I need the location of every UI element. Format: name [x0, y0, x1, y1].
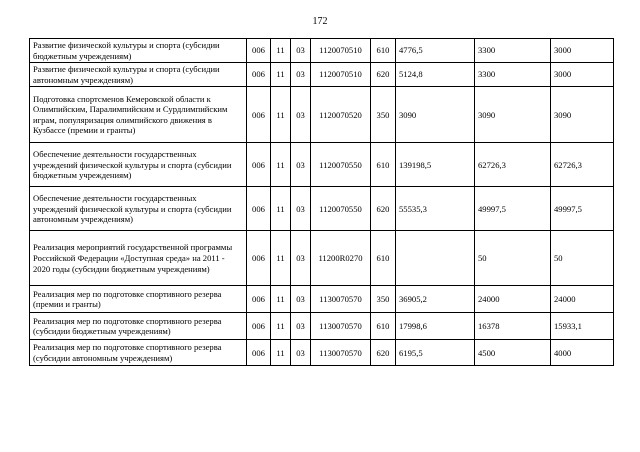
amount-year-2: 3300	[475, 63, 551, 87]
subsection-code: 03	[291, 39, 311, 63]
amount-year-3: 3090	[551, 87, 614, 143]
amount-year-3: 49997,5	[551, 187, 614, 231]
row-name: Реализация мер по подготовке спортивного резерва (премии и гранты)	[30, 286, 247, 313]
table-row	[30, 87, 614, 143]
target-article-code: 1130070570	[311, 340, 371, 366]
amount-year-3: 3000	[551, 39, 614, 63]
amount-year-2: 3300	[475, 39, 551, 63]
amount-year-3: 50	[551, 231, 614, 286]
target-article-code: 11200R0270	[311, 231, 371, 286]
row-name: Реализация мер по подготовке спортивного резерва (субсидии бюджетным учреждениям)	[30, 313, 247, 340]
section-code: 11	[271, 87, 291, 143]
amount-year-1	[396, 231, 475, 286]
table-row	[30, 63, 614, 87]
ministry-code: 006	[247, 187, 271, 231]
amount-year-2: 50	[475, 231, 551, 286]
table-row	[30, 313, 614, 340]
ministry-code: 006	[247, 340, 271, 366]
row-name: Развитие физической культуры и спорта (субсидии автономным учреждениям)	[30, 63, 247, 87]
expense-type-code: 610	[371, 313, 396, 340]
ministry-code: 006	[247, 231, 271, 286]
amount-year-3: 24000	[551, 286, 614, 313]
row-name: Реализация мер по подготовке спортивного резерва (субсидии автономным учреждениям)	[30, 340, 247, 366]
subsection-code: 03	[291, 313, 311, 340]
target-article-code: 1120070510	[311, 63, 371, 87]
table-row	[30, 143, 614, 187]
expense-type-code: 610	[371, 231, 396, 286]
amount-year-2: 49997,5	[475, 187, 551, 231]
expense-type-code: 620	[371, 187, 396, 231]
amount-year-3: 3000	[551, 63, 614, 87]
row-name: Обеспечение деятельности государственных учреждений физической культуры и спорта (субсидии автономным учреждениям)	[30, 187, 247, 231]
subsection-code: 03	[291, 286, 311, 313]
expense-type-code: 610	[371, 143, 396, 187]
target-article-code: 1120070550	[311, 143, 371, 187]
ministry-code: 006	[247, 286, 271, 313]
expense-type-code: 350	[371, 87, 396, 143]
amount-year-2: 24000	[475, 286, 551, 313]
amount-year-1: 36905,2	[396, 286, 475, 313]
table-row	[30, 286, 614, 313]
amount-year-1: 17998,6	[396, 313, 475, 340]
section-code: 11	[271, 313, 291, 340]
section-code: 11	[271, 187, 291, 231]
table-row	[30, 39, 614, 63]
row-name: Реализация мероприятий государственной программы Российской Федерации «Доступная среда» на 2011 - 2020 годы (субсидии бюджетным учреждениям)	[30, 231, 247, 286]
expense-type-code: 620	[371, 63, 396, 87]
target-article-code: 1130070570	[311, 313, 371, 340]
amount-year-3: 15933,1	[551, 313, 614, 340]
section-code: 11	[271, 39, 291, 63]
amount-year-1: 6195,5	[396, 340, 475, 366]
page-number: 172	[312, 16, 328, 27]
table-row	[30, 231, 614, 286]
row-name: Развитие физической культуры и спорта (субсидии бюджетным учреждениям)	[30, 39, 247, 63]
row-name: Обеспечение деятельности государственных учреждений физической культуры и спорта (субсидии бюджетным учреждениям)	[30, 143, 247, 187]
row-name: Подготовка спортсменов Кемеровской области к Олимпийским, Паралимпийским и Сурдлимпийским играм, популяризация олимпийского движения в Кузбассе (премии и гранты)	[30, 87, 247, 143]
budget-table	[29, 38, 614, 366]
ministry-code: 006	[247, 63, 271, 87]
section-code: 11	[271, 231, 291, 286]
expense-type-code: 350	[371, 286, 396, 313]
subsection-code: 03	[291, 63, 311, 87]
amount-year-1: 139198,5	[396, 143, 475, 187]
target-article-code: 1120070520	[311, 87, 371, 143]
amount-year-2: 3090	[475, 87, 551, 143]
amount-year-1: 55535,3	[396, 187, 475, 231]
table-row	[30, 187, 614, 231]
target-article-code: 1130070570	[311, 286, 371, 313]
ministry-code: 006	[247, 143, 271, 187]
section-code: 11	[271, 286, 291, 313]
ministry-code: 006	[247, 39, 271, 63]
target-article-code: 1120070550	[311, 187, 371, 231]
amount-year-3: 62726,3	[551, 143, 614, 187]
section-code: 11	[271, 63, 291, 87]
amount-year-1: 5124,8	[396, 63, 475, 87]
subsection-code: 03	[291, 143, 311, 187]
section-code: 11	[271, 340, 291, 366]
subsection-code: 03	[291, 87, 311, 143]
amount-year-2: 62726,3	[475, 143, 551, 187]
table-row	[30, 340, 614, 366]
expense-type-code: 610	[371, 39, 396, 63]
target-article-code: 1120070510	[311, 39, 371, 63]
subsection-code: 03	[291, 187, 311, 231]
ministry-code: 006	[247, 313, 271, 340]
amount-year-3: 4000	[551, 340, 614, 366]
expense-type-code: 620	[371, 340, 396, 366]
ministry-code: 006	[247, 87, 271, 143]
subsection-code: 03	[291, 340, 311, 366]
amount-year-1: 4776,5	[396, 39, 475, 63]
subsection-code: 03	[291, 231, 311, 286]
section-code: 11	[271, 143, 291, 187]
amount-year-1: 3090	[396, 87, 475, 143]
amount-year-2: 4500	[475, 340, 551, 366]
amount-year-2: 16378	[475, 313, 551, 340]
